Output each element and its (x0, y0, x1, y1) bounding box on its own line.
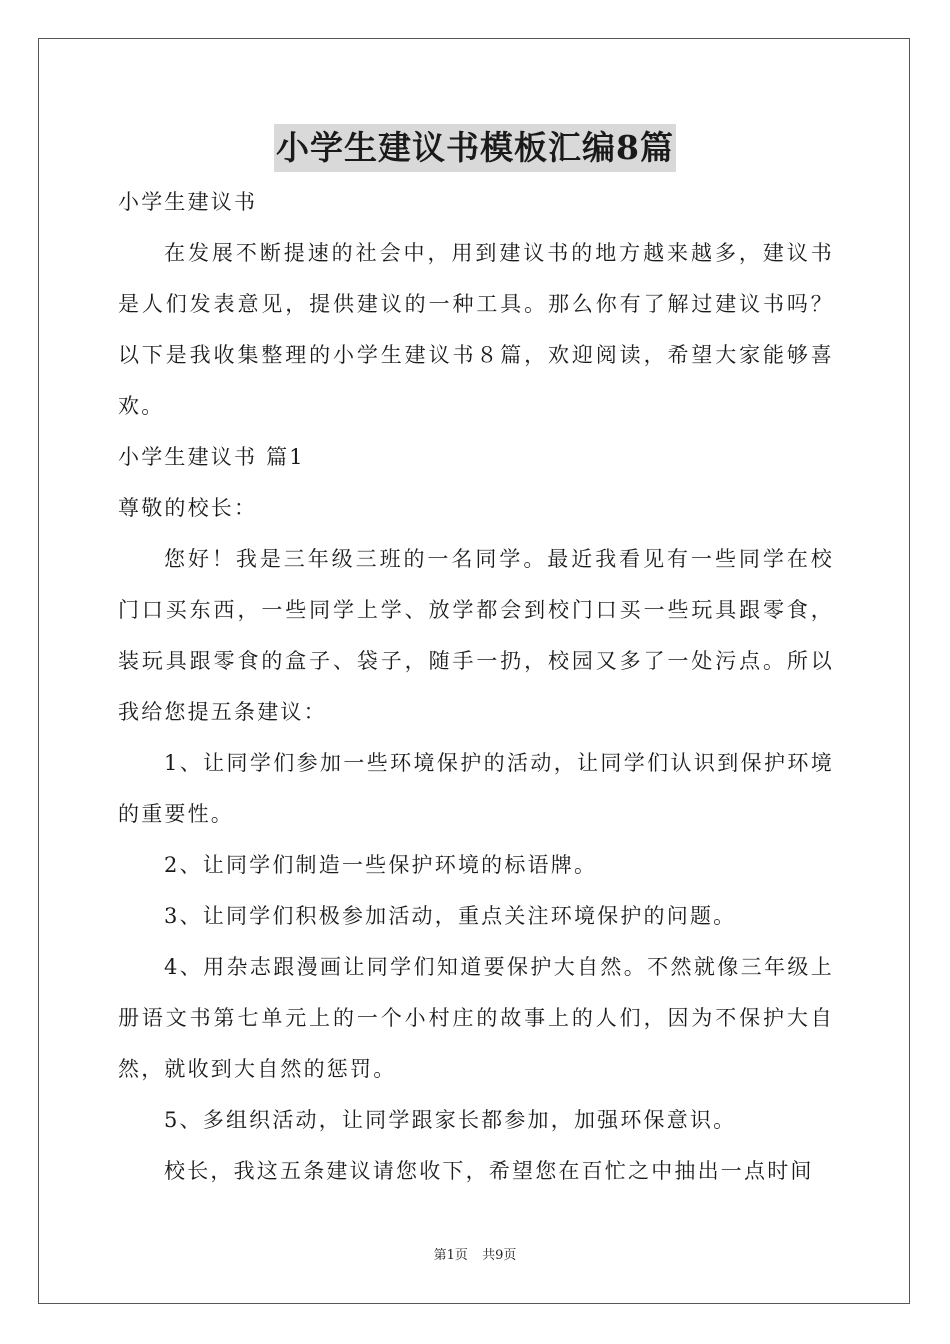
paragraph: 小学生建议书 (118, 190, 258, 214)
list-item: 1、让同学们参加一些环境保护的活动，让同学们认识到保护环境的重要性。 (118, 751, 834, 826)
section-heading: 小学生建议书 篇1 (118, 445, 305, 469)
page-total: 共9页 (482, 1248, 517, 1263)
document-body (118, 177, 834, 1197)
paragraph: 在发展不断提速的社会中，用到建议书的地方越来越多，建议书是人们发表意见，提供建议的一种工具。那么你有了解过建议书吗？以下是我收集整理的小学生建议书８篇，欢迎阅读，希望大家能够喜欢。 (118, 241, 834, 418)
page-footer (0, 1244, 950, 1263)
salutation: 尊敬的校长： (118, 496, 258, 520)
list-item: 3、让同学们积极参加活动，重点关注环境保护的问题。 (164, 904, 737, 928)
page-number: 第1页 (433, 1248, 468, 1263)
document-title: 小学生建议书模板汇编8篇 (274, 124, 676, 172)
list-item: 4、用杂志跟漫画让同学们知道要保护大自然。不然就像三年级上册语文书第七单元上的一个小村庄的故事上的人们，因为不保护大自然，就收到大自然的惩罚。 (118, 955, 834, 1081)
paragraph: 校长，我这五条建议请您收下，希望您在百忙之中抽出一点时间 (164, 1159, 814, 1183)
paragraph: 您好！我是三年级三班的一名同学。最近我看见有一些同学在校门口买东西，一些同学上学、放学都会到校门口买一些玩具跟零食，装玩具跟零食的盒子、袋子，随手一扔，校园又多了一处污点。所以我给您提五条建议： (118, 547, 834, 724)
list-item: 5、多组织活动，让同学跟家长都参加，加强环保意识。 (164, 1108, 737, 1132)
list-item: 2、让同学们制造一些保护环境的标语牌。 (164, 853, 598, 877)
title-container (0, 124, 950, 172)
